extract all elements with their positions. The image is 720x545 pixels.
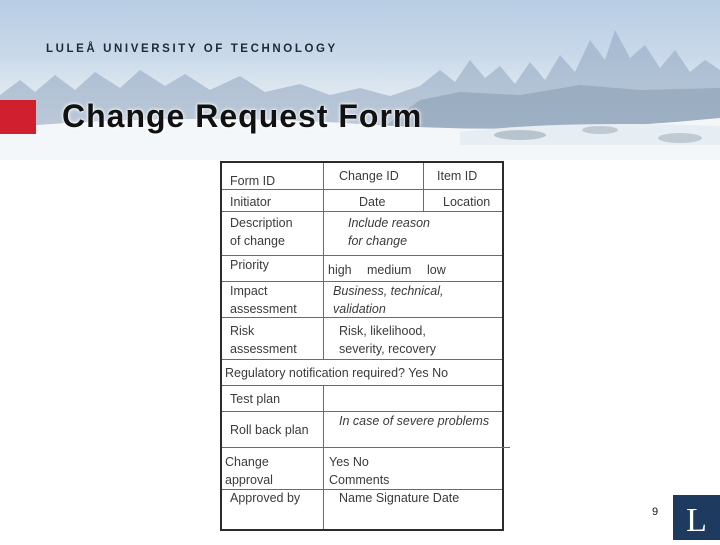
item-id-label: Item ID — [437, 169, 478, 183]
initiator-label: Initiator — [230, 195, 271, 209]
priority-label: Priority — [230, 258, 269, 272]
impact-hint: Business, technical, — [333, 284, 444, 298]
location-label: Location — [443, 195, 491, 209]
impact-label: assessment — [230, 302, 297, 316]
page-number: 9 — [652, 506, 659, 518]
description-label: of change — [230, 234, 285, 248]
description-hint: Include reason — [348, 216, 431, 230]
priority-low-option: low — [427, 263, 446, 277]
change-request-form — [220, 161, 504, 531]
change-approval-label: Change — [225, 455, 269, 469]
form-id-label: Form ID — [230, 174, 276, 188]
regulatory-notification-label: Regulatory notification required? Yes No — [225, 366, 449, 380]
header-banner — [0, 0, 720, 160]
university-logo — [673, 495, 720, 540]
column-divider — [423, 163, 424, 211]
change-id-label: Change ID — [339, 169, 399, 183]
approved-by-label: Approved by — [230, 491, 301, 505]
rollback-plan-label: Roll back plan — [230, 423, 309, 437]
approval-comments: Comments — [329, 473, 390, 487]
risk-label: assessment — [230, 342, 297, 356]
impact-hint: validation — [333, 302, 386, 316]
priority-medium-option: medium — [367, 263, 412, 277]
page-title: Change Request Form — [62, 98, 423, 134]
test-plan-label: Test plan — [230, 392, 281, 406]
priority-high-option: high — [328, 263, 352, 277]
column-divider — [323, 163, 324, 359]
row-divider — [222, 359, 502, 360]
risk-label: Risk — [230, 324, 255, 338]
approval-yes-no: Yes No — [329, 455, 369, 469]
description-hint: for change — [348, 234, 408, 248]
row-divider — [222, 447, 510, 448]
impact-label: Impact — [230, 284, 268, 298]
logo-l-icon — [673, 495, 720, 540]
risk-hint: Risk, likelihood, — [339, 324, 426, 338]
row-divider — [222, 281, 502, 282]
winter-landscape-image — [0, 0, 720, 160]
risk-hint: severity, recovery — [339, 342, 437, 356]
column-divider — [323, 385, 324, 529]
date-label: Date — [359, 195, 386, 209]
rollback-hint: In case of severe problems — [339, 414, 490, 428]
change-approval-label: approval — [225, 473, 273, 487]
svg-text:L: L — [686, 502, 707, 539]
row-divider — [222, 385, 502, 386]
accent-square — [0, 100, 36, 134]
row-divider — [222, 211, 502, 212]
description-label: Description — [230, 216, 293, 230]
university-name: LULEÅ UNIVERSITY OF TECHNOLOGY — [46, 43, 338, 55]
approval-signature-fields: Name Signature Date — [339, 491, 460, 505]
row-divider — [222, 411, 502, 412]
row-divider — [222, 255, 502, 256]
